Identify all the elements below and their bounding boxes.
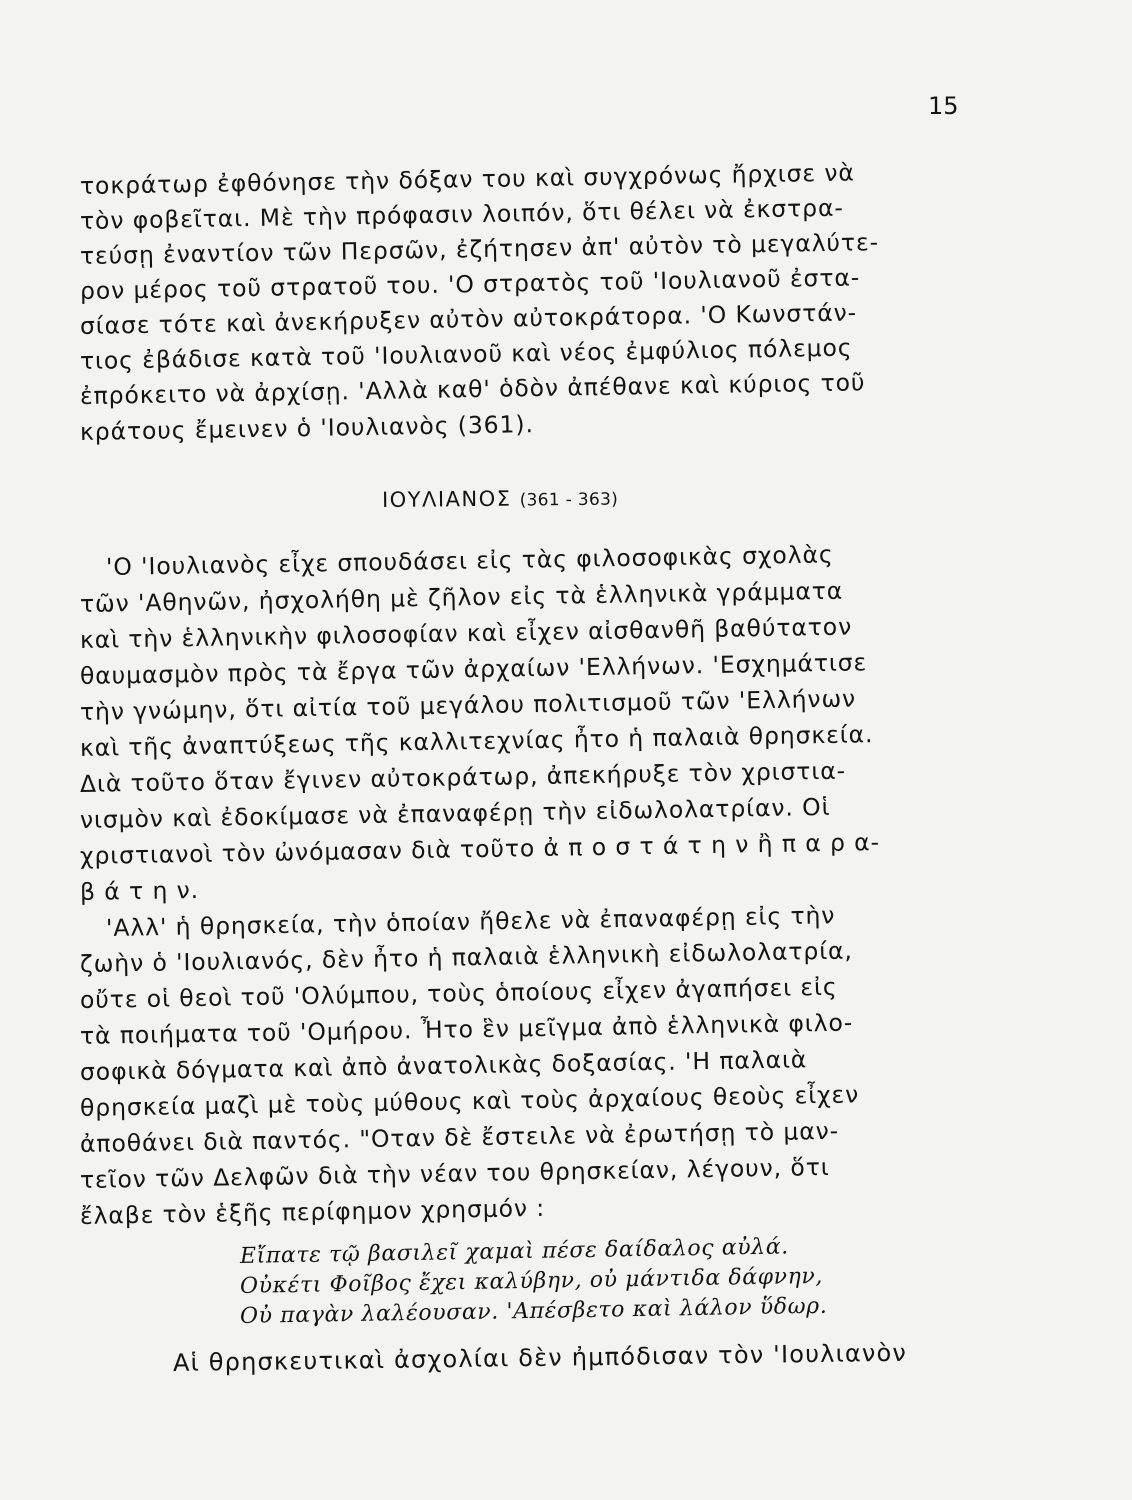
verse-line: Οὐ παγὰν λαλέουσαν. 'Απέσβετο καὶ λάλον ὕδωρ. [239, 1293, 828, 1329]
text-line: Διὰ τοῦτο ὅταν ἔγινεν αὐτοκράτωρ, ἀπεκήρυξε τὸν χριστια- [79, 756, 847, 798]
text-line: τὴν γνώμην, ὅτι αἰτία τοῦ μεγάλου πολιτισμοῦ τῶν 'Ελλήνων [79, 684, 857, 726]
text-line: τὰ ποιήματα τοῦ 'Ομήρου. Ἦτο ἓν μεῖγμα ἀπὸ ἑλληνικὰ φιλο- [79, 1008, 854, 1050]
text-line: τεύσῃ ἐναντίον τῶν Περσῶν, ἐζήτησεν ἀπ' αὐτὸν τὸ μεγαλύτε- [79, 228, 880, 270]
text-line: τοκράτωρ ἐφθόνησε τὴν δόξαν του καὶ συγχρόνως ἤρχισε νὰ [79, 158, 855, 200]
text-line: τὸν φοβεῖται. Μὲ τὴν πρόφασιν λοιπόν, ὅτι θέλει νὰ ἐκστρα- [79, 193, 844, 235]
text-line: θαυμασμὸν πρὸς τὰ ἔργα τῶν ἀρχαίων 'Ελλήνων. 'Εσχημάτισε [79, 648, 868, 690]
text-line: τῶν 'Αθηνῶν, ἠσχολήθη μὲ ζῆλον εἰς τὰ ἑλληνικὰ γράμματα [79, 576, 844, 618]
text-line: β ά τ η ν. [79, 875, 200, 906]
text-line: τιος ἐβάδισε κατὰ τοῦ 'Ιουλιανοῦ καὶ νέος ἐμφύλιος πόλεμος [79, 333, 853, 375]
text-line: καὶ τῆς ἀναπτύξεως τῆς καλλιτεχνίας ἦτο ἡ παλαιὰ θρησκεία. [79, 720, 874, 762]
section-heading-name: ΙΟΥΛΙΑΝΟΣ [381, 486, 512, 512]
text-line: ἔλαβε τὸν ἑξῆς περίφημον χρησμόν : [79, 1193, 546, 1230]
verse-line: Οὐκέτι Φοῖβος ἔχει καλύβην, οὐ μάντιδα δάφνην, [239, 1263, 824, 1299]
text-line: ρον μέρος τοῦ στρατοῦ του. 'Ο στρατὸς τοῦ 'Ιουλιανοῦ ἐστα- [79, 263, 861, 305]
text-line: οὔτε οἱ θεοὶ τοῦ 'Ολύμπου, τοὺς ὁποίους εἶχεν ἀγαπήσει εἰς [79, 972, 838, 1014]
text-line: 'Αλλ' ἡ θρησκεία, τὴν ὁποίαν ἤθελε νὰ ἐπαναφέρῃ εἰς τὴν [105, 901, 836, 942]
text-line: σοφικὰ δόγματα καὶ ἀπὸ ἀνατολικὰς δοξασίας. 'Η παλαιὰ [79, 1045, 808, 1086]
section-heading-years: (361 - 363) [519, 489, 619, 511]
text-line: χριστιανοὶ τὸν ὠνόμασαν διὰ τοῦτο ἀ π ο σ τ ά τ η ν ἢ π α ρ α- [79, 828, 881, 870]
section-heading [382, 486, 618, 512]
text-line: τεῖον τῶν Δελφῶν διὰ τὴν νέαν του θρησκείαν, λέγουν, ὅτι [79, 1152, 830, 1194]
page-number: 15 [928, 92, 959, 120]
verse-line: Εἴπατε τῷ βασιλεῖ χαμαὶ πέσε δαίδαλος αὐλά. [239, 1234, 789, 1269]
text-line: ἀποθάνει διὰ παντός. "Οταν δὲ ἔστειλε νὰ ἐρωτήσῃ τὸ μαν- [79, 1116, 840, 1158]
text-line: 'Ο 'Ιουλιανὸς εἶχε σπουδάσει εἰς τὰς φιλοσοφικὰς σχολὰς [105, 540, 834, 581]
text-line: νισμὸν καὶ ἐδοκίμασε νὰ ἐπαναφέρῃ τὴν εἰδωλολατρίαν. Οἱ [79, 792, 831, 834]
text-line: ἐπρόκειτο νὰ ἀρχίσῃ. 'Αλλὰ καθ' ὁδὸν ἀπέθανε καὶ κύριος τοῦ [79, 368, 866, 410]
text-line: ζωὴν ὁ 'Ιουλιανός, δὲν ἦτο ἡ παλαιὰ ἑλληνικὴ εἰδωλολατρία, [79, 936, 854, 978]
text-line: σίασε τότε καὶ ἀνεκήρυξεν αὐτὸν αὐτοκράτορα. 'Ο Κωνστάν- [79, 298, 858, 340]
text-line: θρησκεία μαζὶ μὲ τοὺς μύθους καὶ τοὺς ἀρχαίους θεοὺς εἶχεν [79, 1080, 860, 1122]
closing-line: Αἱ θρησκευτικαὶ ἀσχολίαι δὲν ἠμπόδισαν τὸν 'Ιουλιανὸν [172, 1338, 908, 1377]
text-line: καὶ τὴν ἑλληνικὴν φιλοσοφίαν καὶ εἶχεν αἰσθανθῆ βαθύτατον [79, 612, 853, 654]
text-line: κράτους ἔμεινεν ὁ 'Ιουλιανὸς (361). [79, 410, 535, 446]
